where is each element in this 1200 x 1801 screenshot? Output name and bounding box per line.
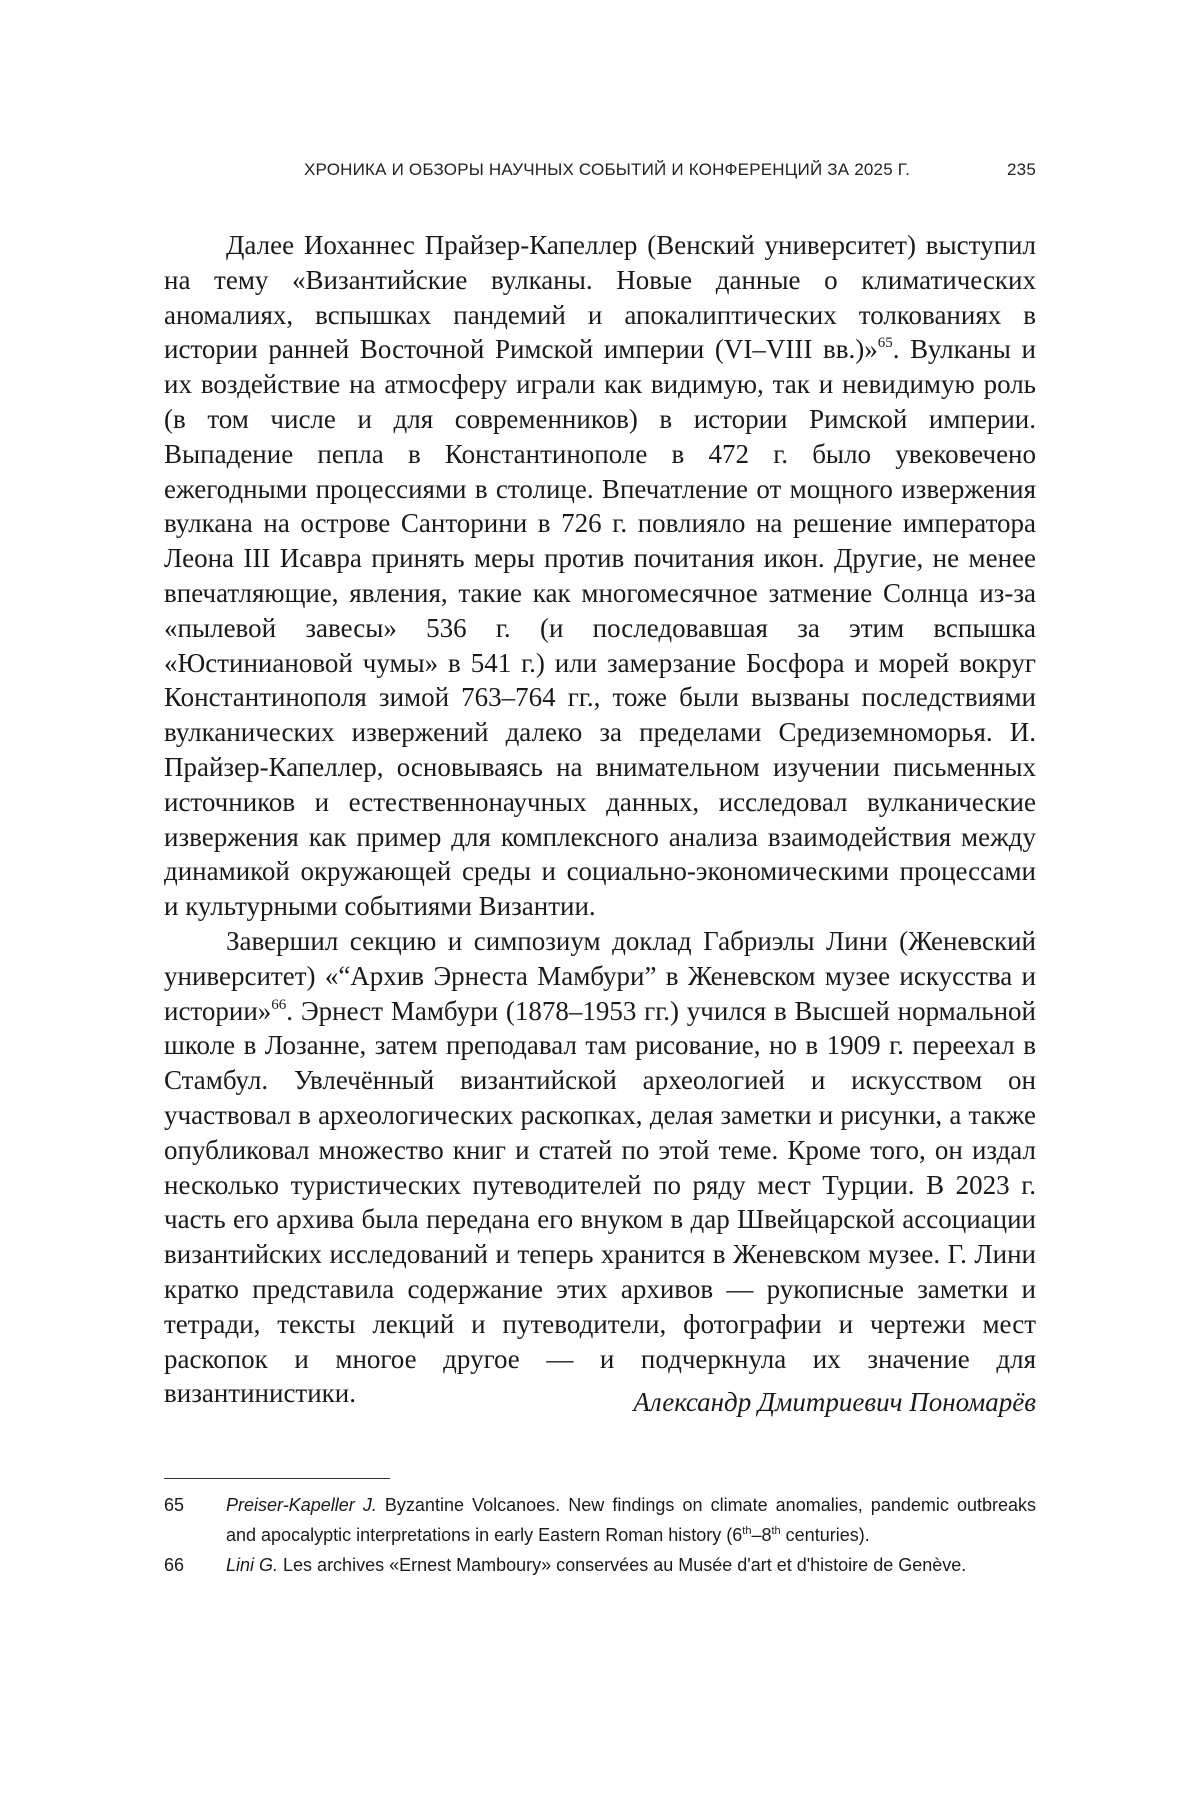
- paragraph-mamboury-archive: Завершил секцию и симпозиум доклад Габриэлы Лини (Женевский университет) «“Архив Эрнеста Мамбури” в Женевском музее искусства и истории»$^{66}$. Эрнест Мамбури (1878–1953 гг.) учился в Высшей нормальной школе в Лозанне, затем преподавал там рисование, но в 1909 г. переехал в Стамбул. Увлечённый византийской археологией и искусством он участвовал в археологических раскопках, делая заметки и рисунки, а также опубликовал множество книг и статей по этой теме. Кроме того, он издал несколько туристических путеводителей по ряду мест Турции. В 2023 г. часть его архива была передана его внуком в дар Швейцарской ассоциации византийских исследований и теперь хранится в Женевском музее. Г. Лини кратко представила содержание этих архивов — рукописные заметки и тетради, тексты лекций и путеводители, фотографии и чертежи мест раскопок и многое другое — и подчеркнула их значение для византинистики.: [164, 925, 1036, 1409]
- footnote-ref-65[interactable]: 65: [877, 335, 893, 352]
- footnote-number: 66: [164, 1555, 185, 1575]
- footnote-65: [164, 1490, 1036, 1550]
- footnote-number: 65: [164, 1495, 185, 1515]
- page-number: 235: [1007, 160, 1036, 179]
- footnote-divider: [164, 1478, 390, 1479]
- footnote-ref-66[interactable]: 66: [271, 996, 287, 1013]
- footnote-text: Lini G. Les archives «Ernest Mamboury» conservées au Musée d'art et d'histoire de Genève.: [226, 1555, 967, 1575]
- author-signature: Александр Дмитриевич Пономарёв: [633, 1387, 1036, 1417]
- article-body: [164, 228, 1036, 1411]
- footnote-text: Preiser-Kapeller J. Byzantine Volcanoes. New findings on climate anomalies, pandemic outbreaks and apocalyptic interpretations in early Eastern Roman history (6th–8th centuries).: [226, 1495, 1036, 1545]
- footnotes: [164, 1490, 1036, 1580]
- running-header-title: ХРОНИКА И ОБЗОРЫ НАУЧНЫХ СОБЫТИЙ И КОНФЕРЕНЦИЙ ЗА 2025 Г.: [304, 160, 911, 179]
- paragraph-volcanoes: Далее Иоханнес Прайзер-Капеллер (Венский университет) выступил на тему «Византийские вулканы. Новые данные о климатических аномалиях, вспышках пандемий и апокалиптических толкованиях в истории ранней Восточной Римской империи (VI–VIII вв.)»$^{65}$. Вулканы и их воздействие на атмосферу играли как видимую, так и невидимую роль (в том числе и для современников) в истории Римской империи. Выпадение пепла в Константинополе в 472 г. было увековечено ежегодными процессиями в столице. Впечатление от мощного извержения вулкана на острове Санторини в 726 г. повлияло на решение императора Леона III Исавра принять меры против почитания икон. Другие, не менее впечатляющие, явления, такие как многомесячное затмение Солнца из-за «пылевой завесы» 536 г. (и последовавшая за этим вспышка «Юстиниановой чумы» в 541 г.) или замерзание Босфора и морей вокруг Константинополя зимой 763–764 гг., тоже были вызваны последствиями вулканических извержений далеко за пределами Средиземноморья. И. Прайзер-Капеллер, основываясь на внимательном изучении письменных источников и естественнонаучных данных, исследовал вулканические извержения как пример для комплексного анализа взаимодействия между динамикой окружающей среды и социально-экономическими процессами и культурными событиями Византии.: [164, 230, 1036, 922]
- footnote-66: [164, 1550, 1036, 1580]
